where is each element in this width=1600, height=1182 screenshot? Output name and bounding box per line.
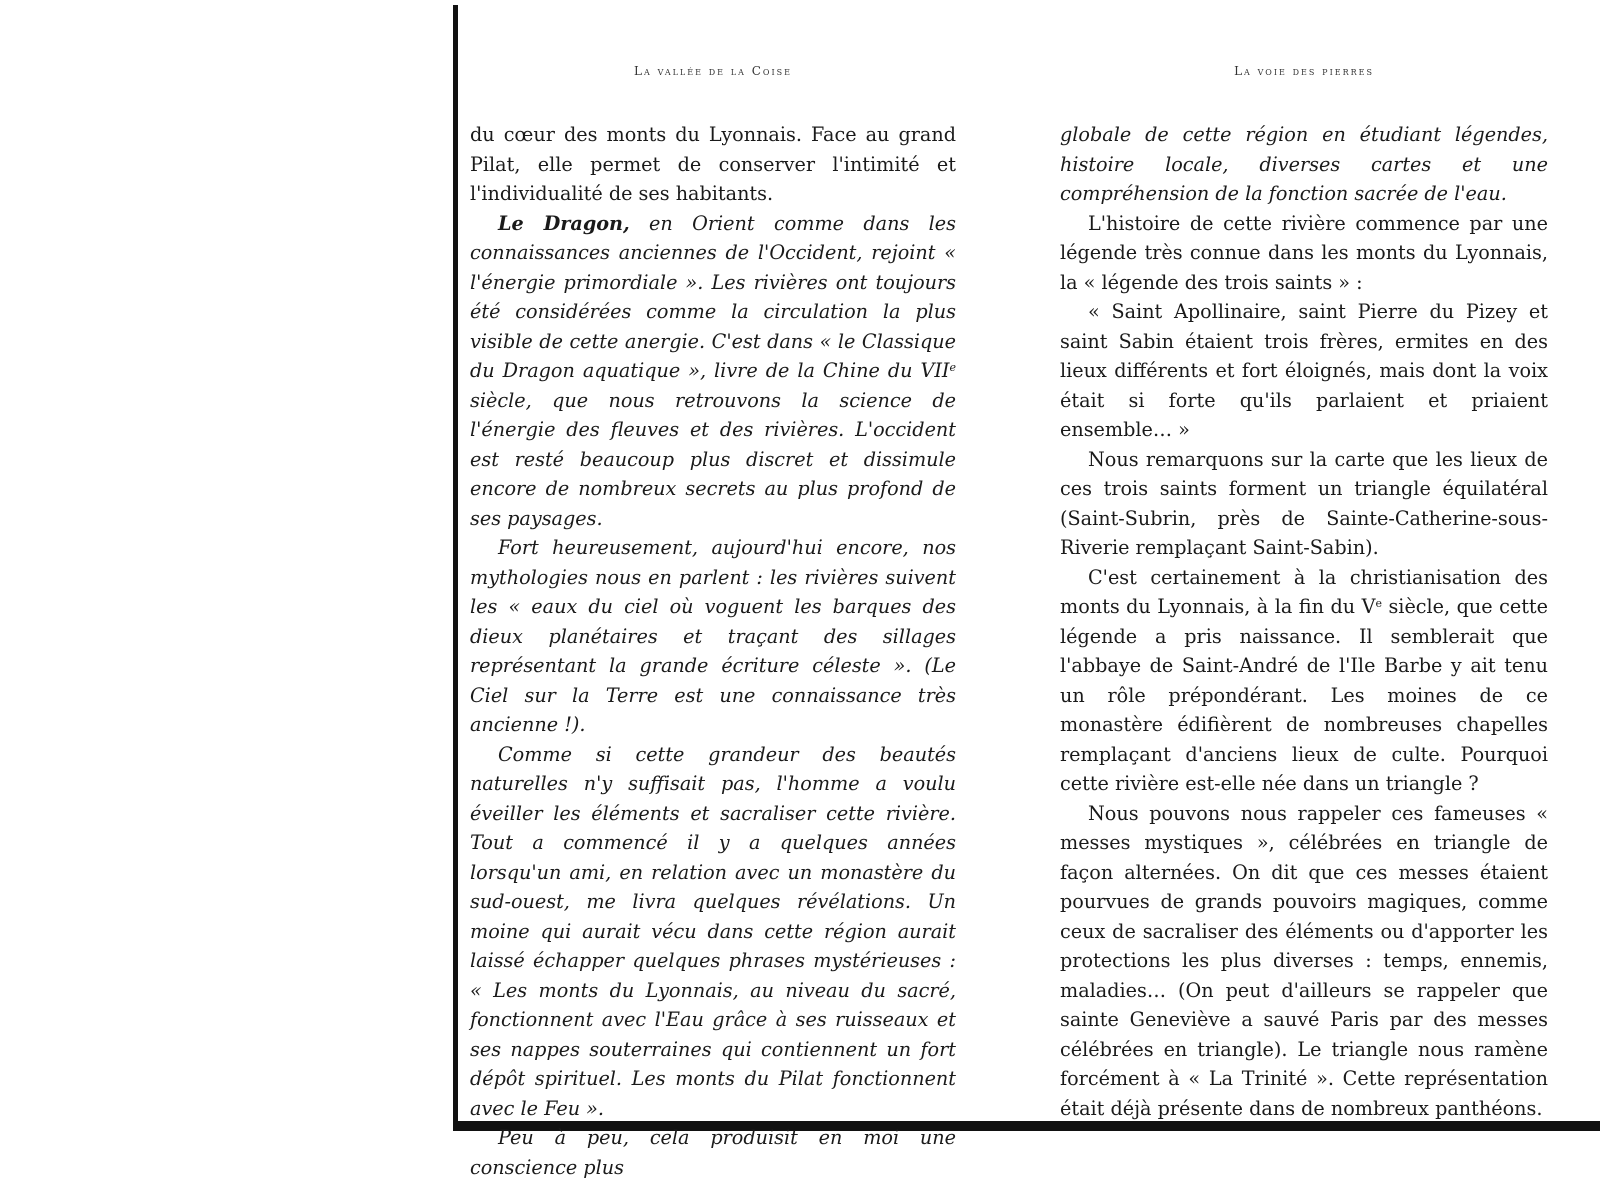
right-paragraph-3: « Saint Apollinaire, saint Pierre du Pizey et saint Sabin étaient trois frères, ermites en des lieux différents et fort éloignés, mais dont la voix était si forte qu'ils parlaient et priaient ensemble… » [1060,300,1548,441]
left-paragraph-1: du cœur des monts du Lyonnais. Face au grand Pilat, elle permet de conserver l'intimité et l'individualité de ses habitants. [470,123,956,205]
dragon-lead: Le Dragon, [498,211,630,235]
right-paragraph-5-part-a: C'est certainement à la christianisation des monts du Lyonnais, à la fin du [1060,565,1548,618]
left-paragraph-4: Comme si cette grandeur des beautés naturelles n'y suffisait pas, l'homme a voulu éveiller les éléments et sacraliser cette rivière. Tout a commencé il y a quelques années lorsqu'un ami, en relation avec un monastère du sud-ouest, me livra quelques révélations. Un moine qui aurait vécu dans cette région aurait laissé échapper quelques phrases mystérieuses : « Les monts du Lyonnais, au niveau du sacré, fonctionnent avec l'Eau grâce à ses ruisseaux et ses nappes souterraines qui contiennent un fort dépôt spirituel. Les monts du Pilat fonctionnent avec le Feu ». [470,742,956,1120]
left-running-head: La vallée de la Coise [634,64,792,78]
right-paragraph-4: Nous remarquons sur la carte que les lieux de ces trois saints forment un triangle équilatéral (Saint-Subrin, près de Sainte-Catherine-sous-Riverie remplaçant Saint-Sabin). [1060,447,1548,559]
right-paragraph-5 [1060,563,1548,799]
century-numeral: VII [920,359,950,382]
page-edge-shadow [453,5,458,1131]
right-page-text [1060,120,1548,1123]
left-paragraph-5: Peu à peu, cela produisit en moi une conscience plus [470,1126,956,1179]
left-page-text [470,120,956,1182]
century-superscript-right: e [1375,597,1382,610]
century-numeral-right: V [1361,595,1376,618]
century-superscript: e [949,361,956,374]
right-paragraph-2: L'histoire de cette rivière commence par une légende très connue dans les monts du Lyonnais, la « légende des trois saints » : [1060,211,1548,294]
right-paragraph-1: globale de cette région en étudiant légendes, histoire locale, diverses cartes et une compréhension de la fonction sacrée de l'eau. [1060,123,1548,205]
right-running-head: La voie des pierres [1234,64,1374,78]
left-paragraph-2-part-a: en Orient comme dans les connaissances anciennes de l'Occident, rejoint « l'énergie primordiale ». Les rivières ont toujours été considérées comme la circulation la plus visible de cette anergie. C'est dans « le Classique du Dragon aquatique », livre de la Chine du [470,211,957,382]
left-paragraph-3: Fort heureusement, aujourd'hui encore, nos mythologies nous en parlent : les rivières suivent les « eaux du ciel où voguent les barques des dieux planétaires et traçant des sillages représentant la grande écriture céleste ». (Le Ciel sur la Terre est une connaissance très ancienne !). [470,536,956,736]
left-paragraph-2-part-b: siècle, que nous retrouvons la science de l'énergie des fleuves et des rivières. L'occident est resté beaucoup plus discret et dissimule encore de nombreux secrets au plus profond de ses paysages. [470,388,956,530]
right-paragraph-6: Nous pouvons nous rappeler ces fameuses « messes mystiques », célébrées en triangle de façon alternées. On dit que ces messes étaient pourvues de grands pouvoirs magiques, comme ceux de sacraliser des éléments ou d'apporter les protections les plus diverses : temps, ennemis, maladies… (On peut d'ailleurs se rappeler que sainte Geneviève a sauvé Paris par des messes célébrées en triangle). Le triangle nous ramène forcément à « La Trinité ». Cette représentation était déjà présente dans de nombreux panthéons. [1060,801,1548,1120]
right-paragraph-5-part-b: siècle, que cette légende a pris naissance. Il semblerait que l'abbaye de Saint-André de l'Ile Barbe y ait tenu un rôle prépondérant. Les moines de ce monastère édifièrent de nombreuses chapelles remplaçant d'anciens lieux de culte. Pourquoi cette rivière est-elle née dans un triangle ? [1060,595,1548,795]
left-paragraph-2 [470,209,956,534]
